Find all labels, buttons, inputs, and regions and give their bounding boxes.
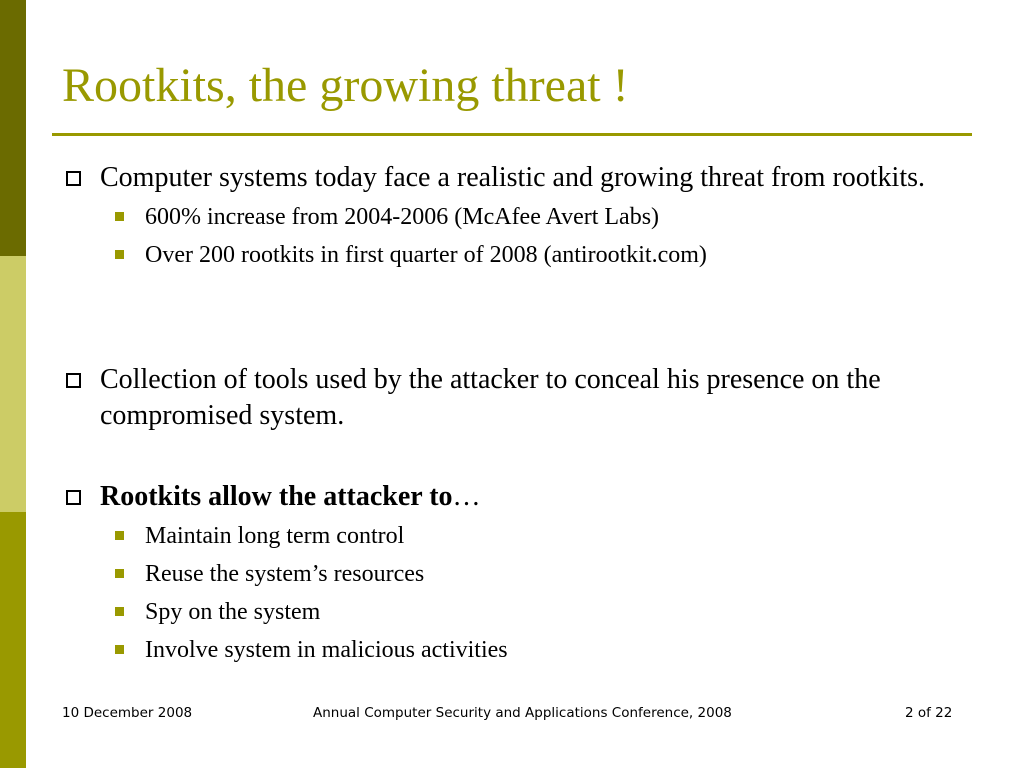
sub-bullet-item	[145, 236, 945, 274]
bullet-text-ellipsis: …	[452, 481, 481, 512]
bullet-group-1	[0, 160, 1024, 274]
square-bullet-icon	[115, 569, 124, 578]
sub-bullet-item	[145, 631, 945, 669]
hollow-square-bullet-icon	[66, 373, 81, 388]
footer-page-number: 2 of 22	[905, 705, 953, 721]
sub-bullet-text: 600% increase from 2004-2006 (McAfee Avert Labs)	[145, 204, 660, 230]
footer-conference: Annual Computer Security and Applications Conference, 2008	[313, 705, 732, 721]
square-bullet-icon	[115, 212, 124, 221]
sub-bullet-item	[145, 593, 945, 631]
sub-bullet-item	[145, 198, 945, 236]
footer-date: 10 December 2008	[62, 705, 193, 721]
sub-bullet-text: Involve system in malicious activities	[145, 637, 508, 663]
hollow-square-bullet-icon	[66, 171, 81, 186]
square-bullet-icon	[115, 250, 124, 259]
bullet-text: Rootkits allow the attacker to	[100, 481, 453, 512]
bullet-text: Computer systems today face a realistic and growing threat from rootkits.	[100, 162, 926, 193]
bullet-group-2	[0, 362, 1024, 434]
sub-bullet-text: Reuse the system’s resources	[145, 561, 425, 587]
sub-bullet-text: Over 200 rootkits in first quarter of 2008 (antirootkit.com)	[145, 242, 707, 268]
slide-title: Rootkits, the growing threat !	[62, 59, 629, 112]
square-bullet-icon	[115, 531, 124, 540]
bullet-group-3	[0, 479, 1024, 669]
sub-bullet-item	[145, 517, 945, 555]
bullet-item	[100, 160, 940, 196]
sub-bullet-item	[145, 555, 945, 593]
square-bullet-icon	[115, 607, 124, 616]
square-bullet-icon	[115, 645, 124, 654]
bullet-item	[100, 362, 940, 434]
hollow-square-bullet-icon	[66, 490, 81, 505]
bullet-text: Collection of tools used by the attacker to conceal his presence on the compromised system.	[100, 364, 881, 431]
sub-bullet-text: Maintain long term control	[145, 523, 405, 549]
sub-bullet-text: Spy on the system	[145, 599, 321, 625]
bullet-item	[100, 479, 940, 515]
